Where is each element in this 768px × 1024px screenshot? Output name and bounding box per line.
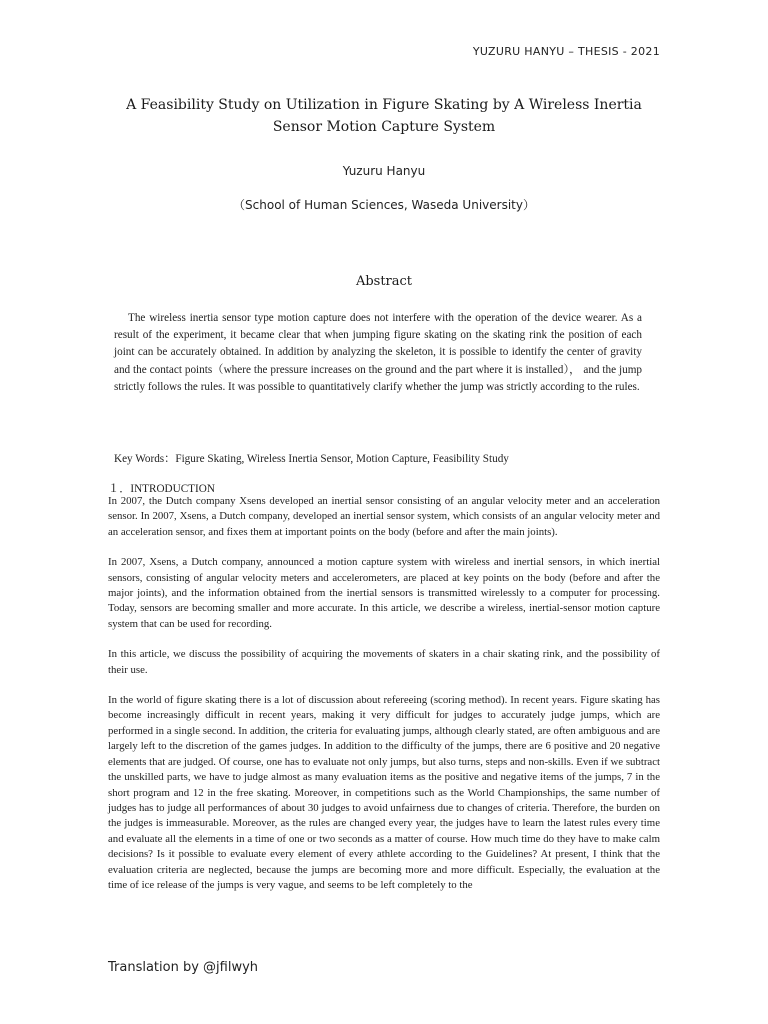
paper-title-line-1: A Feasibility Study on Utilization in Figure Skating by A Wireless Inertia (126, 97, 642, 113)
paper-title (100, 94, 668, 138)
paragraph: In 2007, Xsens, a Dutch company, announced a motion capture system with wireless and inertial sensors, in which inertial sensors, consisting of angular velocity meters and accelerometers, are placed at key points on the body (before and after the major joints), and the information obtained from the inertial sensors is transmitted wirelessly to a computer for processing. Today, sensors are becoming smaller and more accurate. In this article, we describe a wireless, inertial-sensor motion capture system that can be used for recording. (108, 556, 660, 630)
author-name: Yuzuru Hanyu (342, 164, 426, 178)
running-header: YUZURU HANYU – THESIS - 2021 (472, 45, 660, 58)
section-heading-introduction: １．INTRODUCTION (108, 483, 215, 495)
paragraph: In the world of figure skating there is a lot of discussion about refereeing (scoring method). In recent years. Figure skating has become increasingly difficult in recent years, making it very difficult for judges to accurately judge jumps, which are performed in a single second. In addition, the criteria for evaluating jumps, although clearly stated, are often ambiguous and are largely left to the discretion of the games judges. In addition to the difficulty of the jumps, there are 6 positive and 20 negative elements that are judged. Of course, one has to evaluate not only jumps, but also turns, steps and non-skills. Even if we subtract the unskilled parts, we have to judge almost as many evaluation items as the positive and negative items of the jumps, 7 in the short program and 12 in the free skating. Moreover, in competitions such as the World Championships, the same number of judges has to judge all performances of about 30 judges to avoid unfairness due to changes of criteria. Therefore, the burden on the judges is immeasurable. Moreover, as the rules are changed every year, the judges have to learn the latest rules every time and evaluate all the elements in a time of one or two seconds as a matter of course. How much time do they have to make calm decisions? Is it possible to evaluate every element of every athlete according to the Guidelines? At present, I think that the evaluation criteria are neglected, because the jumps are becoming more and more difficult. Especially, the evaluation at the time of ice release of the jumps is very vague, and seems to be left completely to the (108, 694, 660, 891)
body-text (108, 494, 660, 908)
abstract-heading: Abstract (355, 274, 413, 289)
paragraph: In 2007, the Dutch company Xsens developed an inertial sensor consisting of an angular velocity meter and an acceleration sensor. In 2007, Xsens, a Dutch company, developed an inertial sensor system, which consists of an angular velocity meter and an acceleration sensor, and fixes them at important points on the body (before and after the main joints). (108, 495, 660, 538)
author-affiliation: （School of Human Sciences, Waseda University） (233, 198, 535, 212)
translation-credit: Translation by @jfilwyh (108, 960, 259, 975)
keywords: Key Words：Figure Skating, Wireless Inertia Sensor, Motion Capture, Feasibility Study (114, 453, 509, 465)
abstract-text: The wireless inertia sensor type motion capture does not interfere with the operation of the device wearer. As a result of the experiment, it became clear that when jumping figure skating on the skating rink the position of each joint can be accurately obtained. In addition by analyzing the skeleton, it is possible to identify the center of gravity and the contact points（where the pressure increases on the ground and the part where it is installed）， and the jump strictly follows the rules. It was possible to quantitatively clarify whether the jump was strictly according to the rules. (114, 312, 642, 393)
paragraph: In this article, we discuss the possibility of acquiring the movements of skaters in a chair skating rink, and the possibility of their use. (108, 648, 660, 676)
paper-title-line-2: Sensor Motion Capture System (272, 119, 496, 135)
